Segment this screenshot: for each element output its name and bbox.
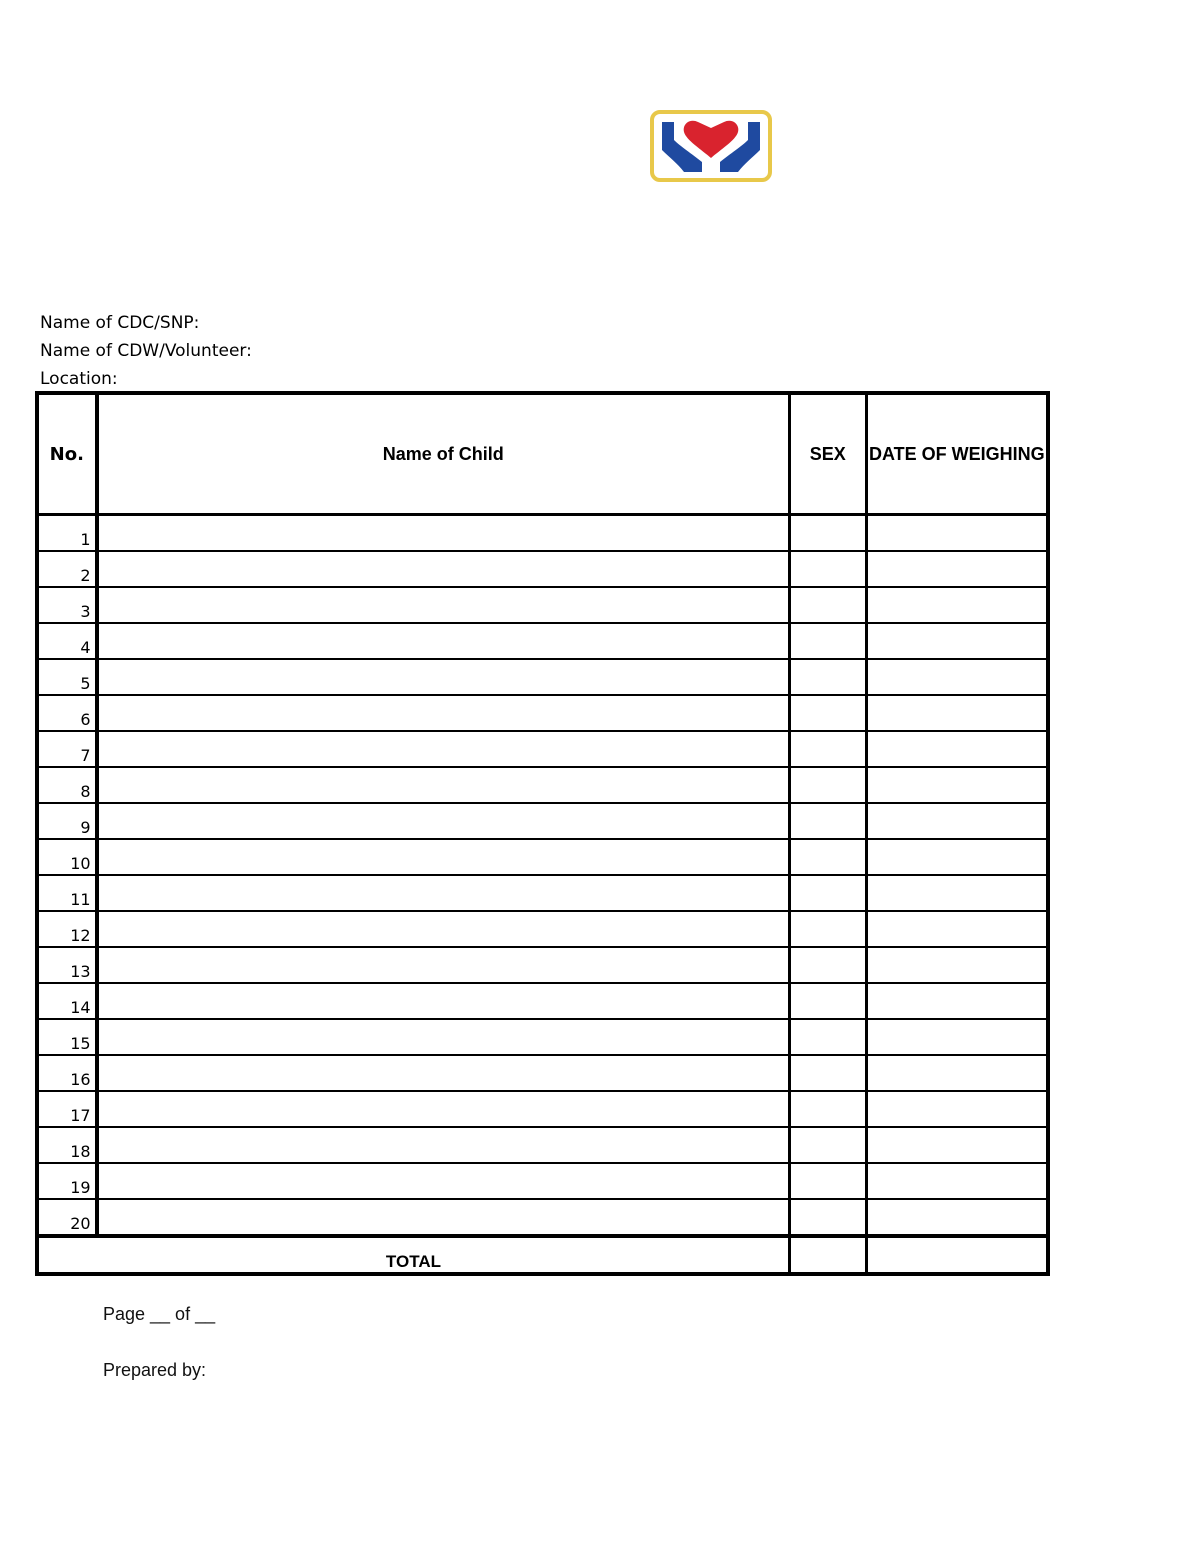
date-of-weighing-cell[interactable] xyxy=(866,911,1048,947)
date-of-weighing-cell[interactable] xyxy=(866,875,1048,911)
sex-cell[interactable] xyxy=(789,659,866,695)
sex-cell[interactable] xyxy=(789,947,866,983)
sex-cell[interactable] xyxy=(789,695,866,731)
row-number: 14 xyxy=(37,983,97,1019)
table-row xyxy=(37,1091,1048,1127)
weighing-roster-table xyxy=(35,391,1050,1276)
sex-cell[interactable] xyxy=(789,875,866,911)
date-of-weighing-cell[interactable] xyxy=(866,659,1048,695)
row-number: 5 xyxy=(37,659,97,695)
date-of-weighing-cell[interactable] xyxy=(866,1091,1048,1127)
sex-cell[interactable] xyxy=(789,983,866,1019)
row-number: 1 xyxy=(37,515,97,552)
row-number: 13 xyxy=(37,947,97,983)
sex-cell[interactable] xyxy=(789,1127,866,1163)
child-name-cell[interactable] xyxy=(97,947,790,983)
total-label: TOTAL xyxy=(37,1236,789,1274)
date-of-weighing-cell[interactable] xyxy=(866,983,1048,1019)
date-of-weighing-cell[interactable] xyxy=(866,1199,1048,1236)
sex-cell[interactable] xyxy=(789,731,866,767)
row-number: 17 xyxy=(37,1091,97,1127)
date-of-weighing-cell[interactable] xyxy=(866,551,1048,587)
header-no: No. xyxy=(37,393,97,515)
date-of-weighing-cell[interactable] xyxy=(866,947,1048,983)
table-row xyxy=(37,1019,1048,1055)
child-name-cell[interactable] xyxy=(97,1127,790,1163)
table-body xyxy=(37,515,1048,1237)
row-number: 15 xyxy=(37,1019,97,1055)
row-number: 7 xyxy=(37,731,97,767)
date-of-weighing-cell[interactable] xyxy=(866,839,1048,875)
table-row xyxy=(37,623,1048,659)
date-of-weighing-cell[interactable] xyxy=(866,623,1048,659)
date-of-weighing-cell[interactable] xyxy=(866,731,1048,767)
sex-cell[interactable] xyxy=(789,1055,866,1091)
table-row xyxy=(37,659,1048,695)
table-row xyxy=(37,911,1048,947)
table-row xyxy=(37,983,1048,1019)
child-name-cell[interactable] xyxy=(97,875,790,911)
child-name-cell[interactable] xyxy=(97,695,790,731)
row-number: 2 xyxy=(37,551,97,587)
date-of-weighing-cell[interactable] xyxy=(866,1127,1048,1163)
table-row xyxy=(37,551,1048,587)
child-name-cell[interactable] xyxy=(97,623,790,659)
date-of-weighing-cell[interactable] xyxy=(866,695,1048,731)
header-date-of-weighing: DATE OF WEIGHING xyxy=(866,393,1048,515)
sex-cell[interactable] xyxy=(789,551,866,587)
cdc-snp-label: Name of CDC/SNP: xyxy=(40,313,200,333)
child-name-cell[interactable] xyxy=(97,803,790,839)
table-row xyxy=(37,731,1048,767)
date-of-weighing-cell[interactable] xyxy=(866,767,1048,803)
location-label: Location: xyxy=(40,369,118,389)
child-name-cell[interactable] xyxy=(97,839,790,875)
table-row xyxy=(37,515,1048,552)
table-row xyxy=(37,1199,1048,1236)
date-of-weighing-cell[interactable] xyxy=(866,803,1048,839)
child-name-cell[interactable] xyxy=(97,659,790,695)
dswd-logo xyxy=(650,110,772,182)
row-number: 20 xyxy=(37,1199,97,1236)
sex-cell[interactable] xyxy=(789,839,866,875)
header-sex: SEX xyxy=(789,393,866,515)
sex-cell[interactable] xyxy=(789,803,866,839)
row-number: 12 xyxy=(37,911,97,947)
child-name-cell[interactable] xyxy=(97,587,790,623)
child-name-cell[interactable] xyxy=(97,983,790,1019)
row-number: 19 xyxy=(37,1163,97,1199)
child-name-cell[interactable] xyxy=(97,1199,790,1236)
row-number: 3 xyxy=(37,587,97,623)
table-row xyxy=(37,1163,1048,1199)
cdw-volunteer-label: Name of CDW/Volunteer: xyxy=(40,341,252,361)
sex-cell[interactable] xyxy=(789,1163,866,1199)
sex-cell[interactable] xyxy=(789,587,866,623)
row-number: 10 xyxy=(37,839,97,875)
row-number: 9 xyxy=(37,803,97,839)
table-row xyxy=(37,839,1048,875)
child-name-cell[interactable] xyxy=(97,1163,790,1199)
row-number: 4 xyxy=(37,623,97,659)
child-name-cell[interactable] xyxy=(97,1055,790,1091)
form-header-fields xyxy=(40,309,252,393)
prepared-by-label: Prepared by: xyxy=(103,1360,207,1380)
date-of-weighing-cell[interactable] xyxy=(866,1019,1048,1055)
row-number: 8 xyxy=(37,767,97,803)
sex-cell[interactable] xyxy=(789,1091,866,1127)
date-of-weighing-cell[interactable] xyxy=(866,1163,1048,1199)
child-name-cell[interactable] xyxy=(97,551,790,587)
table-row xyxy=(37,803,1048,839)
row-number: 6 xyxy=(37,695,97,731)
total-sex-cell[interactable] xyxy=(789,1236,866,1274)
child-name-cell[interactable] xyxy=(97,911,790,947)
table-row xyxy=(37,767,1048,803)
child-name-cell[interactable] xyxy=(97,731,790,767)
table-row xyxy=(37,1127,1048,1163)
child-name-cell[interactable] xyxy=(97,1091,790,1127)
child-name-cell[interactable] xyxy=(97,1019,790,1055)
sex-cell[interactable] xyxy=(789,515,866,552)
sex-cell[interactable] xyxy=(789,767,866,803)
date-of-weighing-cell[interactable] xyxy=(866,1055,1048,1091)
sex-cell[interactable] xyxy=(789,911,866,947)
child-name-cell[interactable] xyxy=(97,515,790,552)
total-date-cell[interactable] xyxy=(866,1236,1048,1274)
table-row xyxy=(37,875,1048,911)
table-row xyxy=(37,947,1048,983)
table-row xyxy=(37,695,1048,731)
sex-cell[interactable] xyxy=(789,1019,866,1055)
page-indicator: Page __ of __ xyxy=(103,1304,216,1324)
table-row xyxy=(37,1055,1048,1091)
table-header-row xyxy=(37,393,1048,515)
total-row xyxy=(37,1236,1048,1274)
sex-cell[interactable] xyxy=(789,623,866,659)
child-name-cell[interactable] xyxy=(97,767,790,803)
row-number: 16 xyxy=(37,1055,97,1091)
row-number: 18 xyxy=(37,1127,97,1163)
sex-cell[interactable] xyxy=(789,1199,866,1236)
date-of-weighing-cell[interactable] xyxy=(866,515,1048,552)
date-of-weighing-cell[interactable] xyxy=(866,587,1048,623)
table-row xyxy=(37,587,1048,623)
row-number: 11 xyxy=(37,875,97,911)
header-name-of-child: Name of Child xyxy=(97,393,790,515)
